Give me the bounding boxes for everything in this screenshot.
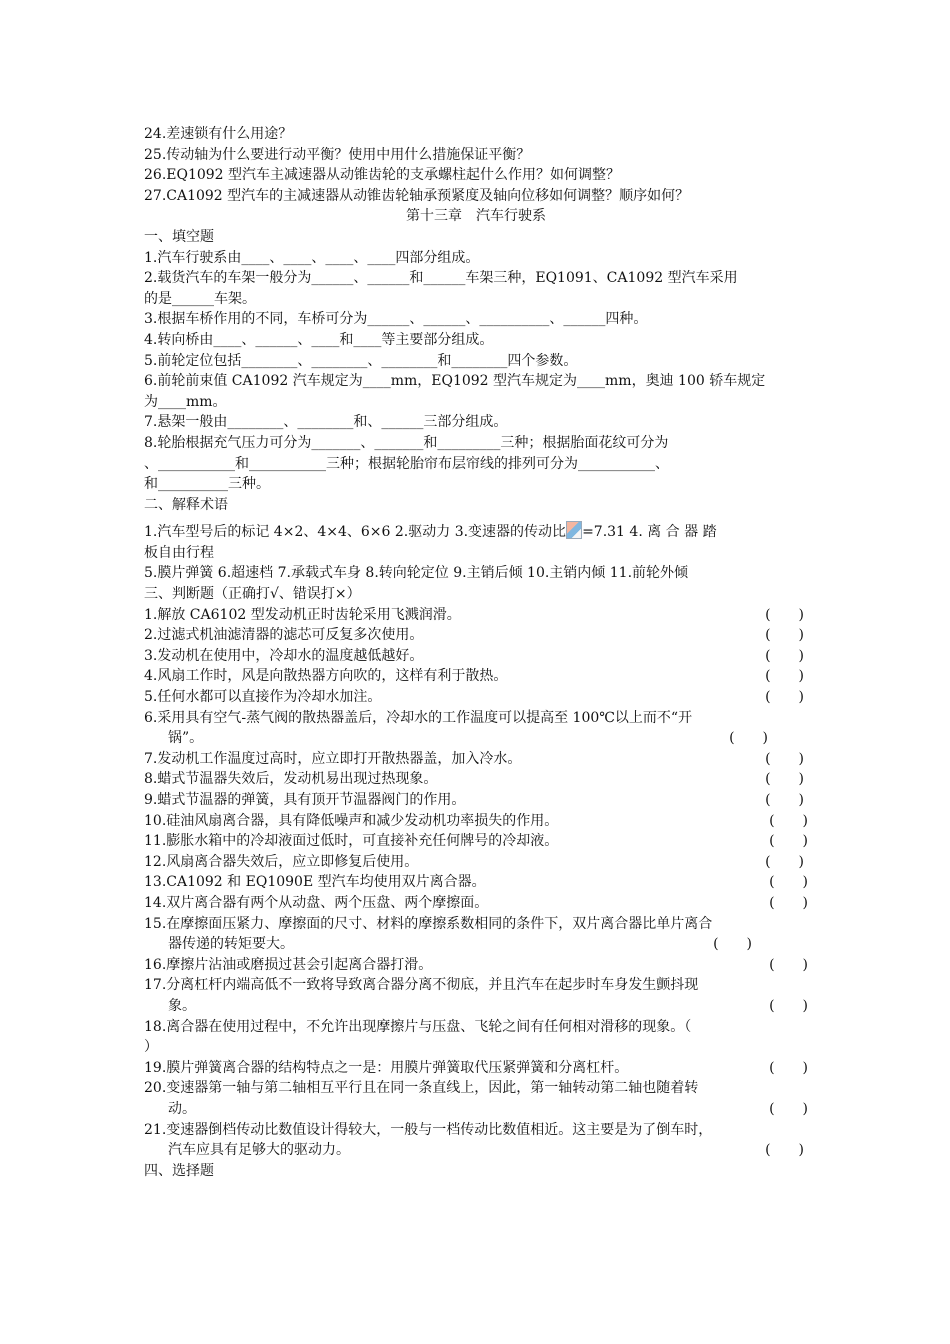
document-page [144,124,808,1181]
fill-q7: 7.悬架一般由________、________和、______三部分组成。 [144,414,508,431]
judge-q2-text: 2.过滤式机油滤清器的滤芯可反复多次使用。 [144,627,424,644]
terms-line3: 5.膜片弹簧 6.超速档 7.承载式车身 8.转向轮定位 9.主销后倾 10.主销内倾 11.前轮外倾 [144,565,689,582]
answer-paren: ( ) [765,1142,804,1159]
fill-q2-line1: 2.载货汽车的车架一般分为______、______和______车架三种，EQ1091、CA1092 型汽车采用 [144,270,738,287]
judge-q20-text: 动。 [168,1100,196,1117]
answer-paren: ( ) [765,606,804,623]
fill-q1: 1.汽车行驶系由____、____、____、____四部分组成。 [144,249,480,266]
judge-q10 [144,811,808,832]
answer-paren: ( ) [769,812,808,829]
judge-q6-line2 [144,728,808,749]
judge-q18-line2: ） [144,1039,158,1056]
judge-q21-line2 [144,1140,808,1161]
answer-paren: ( ) [765,771,804,788]
judge-q17-text: 象。 [168,997,196,1014]
judge-q8 [144,769,808,790]
judge-q12-text: 12.风扇离合器失效后，应立即修复后使用。 [144,853,419,870]
judge-q17-line2 [144,996,808,1017]
answer-paren: ( ) [765,853,804,870]
fill-q8-line1: 8.轮胎根据充气压力可分为_______、_______和_________三种；根据胎面花纹可分为 [144,434,669,451]
judge-q19-text: 19.膜片弹簧离合器的结构特点之一是：用膜片弹簧取代压紧弹簧和分离杠杆。 [144,1059,629,1076]
fill-q2-line2: 的是______车架。 [144,290,256,307]
judge-q4 [144,666,808,687]
judge-q4-text: 4.风扇工作时，风是向散热器方向吹的，这样有利于散热。 [144,668,508,685]
judge-q15-line2 [144,934,808,955]
judge-q19 [144,1058,808,1079]
judge-q1-text: 1.解放 CA6102 型发动机正时齿轮采用飞溅润滑。 [144,606,461,623]
answer-paren: ( ) [765,647,804,664]
judge-q6-text: 锅”。 [168,730,204,747]
judge-q16 [144,955,808,976]
judge-q11-text: 11.膨胀水箱中的冷却液面过低时，可直接补充任何牌号的冷却液。 [144,833,559,850]
question-24: 24.差速锁有什么用途？ [144,126,293,142]
judge-q8-text: 8.蜡式节温器失效后，发动机易出现过热现象。 [144,771,438,788]
answer-paren: ( ) [765,627,804,644]
fill-q8-line3: 和__________三种。 [144,476,270,493]
fill-q4: 4.转向桥由____、______、____和____等主要部分组成。 [144,331,494,348]
judge-q20-line2 [144,1099,808,1120]
judge-q14 [144,893,808,914]
section-terms-title: 二、解释术语 [144,496,228,513]
judge-q2 [144,625,808,646]
answer-paren: ( ) [769,874,808,891]
judge-q15-text: 器传递的转矩要大。 [168,936,294,953]
terms-line1 [144,521,808,543]
fill-q6-line2: 为____mm。 [144,393,227,410]
judge-q21-text: 汽车应具有足够大的驱动力。 [168,1142,350,1159]
answer-paren: ( ) [769,1059,808,1076]
judge-q13-text: 13.CA1092 和 EQ1090E 型汽车均使用双片离合器。 [144,874,486,891]
judge-q13 [144,872,808,893]
answer-paren: ( ) [713,936,752,953]
answer-paren: ( ) [765,668,804,685]
judge-q3 [144,646,808,667]
judge-q14-text: 14.双片离合器有两个从动盘、两个压盘、两个摩擦面。 [144,894,489,911]
section-choice-title: 四、选择题 [144,1162,214,1179]
judge-q1 [144,605,808,626]
judge-q3-text: 3.发动机在使用中，冷却水的温度越低越好。 [144,647,424,664]
chapter-title: 第十三章 汽车行驶系 [406,208,546,225]
judge-q21-line1: 21.变速器倒档传动比数值设计得较大，一般与一档传动比数值相近。这主要是为了倒车时， [144,1121,713,1138]
answer-paren: ( ) [769,1100,808,1117]
answer-paren: ( ) [765,792,804,808]
broken-image-icon [566,521,582,539]
judge-q7-text: 7.发动机工作温度过高时，应立即打开散热器盖，加入冷水。 [144,750,522,767]
judge-q12 [144,852,808,873]
judge-q9-text: 9.蜡式节温器的弹簧，具有顶开节温器阀门的作用。 [144,792,466,808]
judge-q11 [144,831,808,852]
answer-paren: ( ) [769,894,808,911]
terms-line2: 板自由行程 [144,544,214,561]
judge-q17-line1: 17.分离杠杆内端高低不一致将导致离合器分离不彻底，并且汽车在起步时车身发生颤抖现 [144,977,699,994]
answer-paren: ( ) [765,750,804,767]
judge-q10-text: 10.硅油风扇离合器，具有降低噪声和减少发动机功率损失的作用。 [144,812,559,829]
judge-q20-line1: 20.变速器第一轴与第二轴相互平行且在同一条直线上，因此，第一轴转动第二轴也随着转 [144,1080,699,1097]
answer-paren: ( ) [769,956,808,973]
fill-q5: 5.前轮定位包括________、________、________和________四个参数。 [144,352,578,369]
answer-paren: ( ) [729,730,768,747]
judge-q16-text: 16.摩擦片沾油或磨损过甚会引起离合器打滑。 [144,956,433,973]
terms-line1-end: =7.31 4. 离 合 器 踏 [582,524,717,541]
terms-line1-start: 1.汽车型号后的标记 4×2、4×4、6×6 2.驱动力 3.变速器的传动比 [144,524,567,541]
question-25: 25.传动轴为什么要进行动平衡？使用中用什么措施保证平衡？ [144,146,531,163]
answer-paren: ( ) [769,997,808,1014]
judge-q5-text: 5.任何水都可以直接作为冷却水加注。 [144,689,382,706]
judge-q9 [144,790,808,811]
judge-q18-line1: 18.离合器在使用过程中，不允许出现摩擦片与压盘、飞轮之间有任何相对滑移的现象。（ [144,1018,692,1035]
fill-q3: 3.根据车桥作用的不同，车桥可分为______、______、__________、______四种。 [144,311,648,328]
fill-q8-line2: 、___________和___________三种；根据轮胎帘布层帘线的排列可分为___________、 [144,455,669,472]
judge-q7 [144,749,808,770]
answer-paren: ( ) [769,833,808,850]
answer-paren: ( ) [765,689,804,706]
question-26: 26.EQ1092 型汽车主减速器从动锥齿轮的支承螺柱起什么作用？如何调整？ [144,167,621,184]
section-judge-title: 三、判断题（正确打√、错误打×） [144,586,361,603]
section-fill-blank-title: 一、填空题 [144,228,214,245]
judge-q15-line1: 15.在摩擦面压紧力、摩擦面的尺寸、材料的摩擦系数相同的条件下，双片离合器比单片离合 [144,915,713,932]
fill-q6-line1: 6.前轮前束值 CA1092 汽车规定为____mm，EQ1092 型汽车规定为____mm，奥迪 100 轿车规定 [144,373,766,390]
judge-q5 [144,687,808,708]
question-27: 27.CA1092 型汽车的主减速器从动锥齿轮轴承预紧度及轴向位移如何调整？顺序如何？ [144,187,690,204]
judge-q6-line1: 6.采用具有空气-蒸气阀的散热器盖后，冷却水的工作温度可以提高至 100℃以上而不“开 [144,709,693,726]
